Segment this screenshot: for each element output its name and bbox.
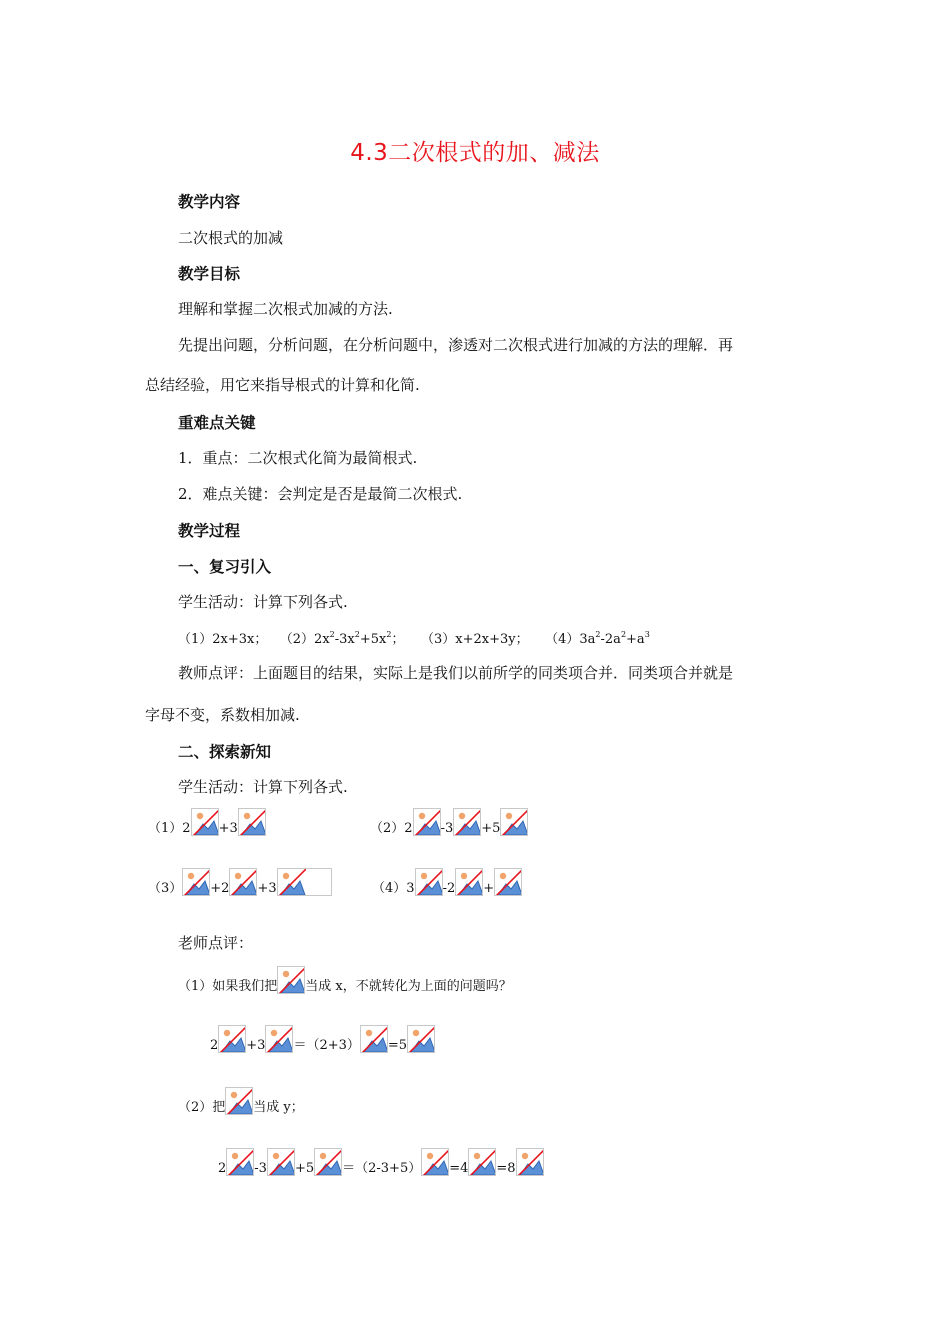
broken-image-icon [468, 1148, 496, 1176]
review-activity: 学生活动：计算下列各式. [178, 593, 348, 611]
broken-image-icon [500, 808, 528, 836]
explore-activity: 学生活动：计算下列各式. [178, 778, 348, 796]
broken-image-icon [267, 1148, 295, 1176]
broken-image-icon [226, 1148, 254, 1176]
heading-explore: 二、探索新知 [178, 743, 272, 761]
broken-image-icon [494, 868, 522, 896]
goal-line-2: 先提出问题，分析问题，在分析问题中，渗透对二次根式进行加减的方法的理解．再 [178, 336, 734, 354]
key-point-2: 2．难点关键：会判定是否是最简二次根式. [178, 485, 463, 503]
broken-image-icon [225, 1087, 253, 1115]
broken-image-icon [413, 808, 441, 836]
broken-image-icon [182, 868, 210, 896]
broken-image-icon [218, 1025, 246, 1053]
explore-exercise-3: （3） +2 +3 [148, 868, 332, 896]
explore-exercise-2: （2） 2 -3 +5 [370, 808, 528, 836]
broken-image-icon [360, 1025, 388, 1053]
comment-1: （1）如果我们把 当成 x，不就转化为上面的问题吗？ [178, 966, 512, 994]
broken-image-icon [238, 808, 266, 836]
teacher-comment-1: 教师点评：上面题目的结果，实际上是我们以前所学的同类项合并．同类项合并就是 [178, 664, 734, 682]
exercise-4: $(4)3a^2-2a^2+a^3$ [545, 630, 650, 647]
heading-goal: 教学目标 [178, 265, 241, 283]
broken-image-icon [277, 966, 305, 994]
broken-image-icon [314, 1148, 342, 1176]
equation-2: 2 -3 +5 ＝（2-3+5） =4 =8 [218, 1148, 544, 1176]
teacher-comment-2: 字母不变，系数相加减. [145, 706, 300, 724]
broken-image-icon [265, 1025, 293, 1053]
exercise-1: （1）2x+3x； [178, 632, 268, 647]
heading-review: 一、复习引入 [178, 558, 272, 576]
broken-image-icon [229, 868, 257, 896]
broken-image-icon [516, 1148, 544, 1176]
heading-key: 重难点关键 [178, 414, 256, 432]
key-point-1: 1．重点：二次根式化简为最简根式. [178, 449, 418, 467]
exercise-3: （3）x+2x+3y； [420, 632, 529, 647]
page-title: 4.3二次根式的加、减法 [350, 140, 600, 166]
goal-line-3: 总结经验，用它来指导根式的计算和化简. [145, 376, 420, 394]
review-exercises [178, 628, 650, 647]
content-text: 二次根式的加减 [178, 229, 284, 247]
broken-image-icon [453, 808, 481, 836]
broken-image-icon [421, 1148, 449, 1176]
equation-1: 2 +3 ＝（2+3） =5 [210, 1025, 435, 1053]
broken-image-icon [455, 868, 483, 896]
broken-image-icon [407, 1025, 435, 1053]
explore-exercise-1: （1） 2 +3 [148, 808, 266, 836]
heading-process: 教学过程 [178, 522, 241, 540]
broken-image-icon [191, 808, 219, 836]
explore-exercise-4: （4） 3 -2 + [372, 868, 522, 896]
broken-image-icon [277, 868, 332, 896]
exercise-2: $(2)2x^2-3x^2+5x^2$； [279, 630, 405, 647]
broken-image-icon [415, 868, 443, 896]
heading-content: 教学内容 [178, 193, 241, 211]
goal-line-1: 理解和掌握二次根式加减的方法. [178, 300, 393, 318]
teacher-comment-head: 老师点评： [178, 934, 254, 952]
comment-2: （2）把 当成 y； [178, 1087, 304, 1115]
